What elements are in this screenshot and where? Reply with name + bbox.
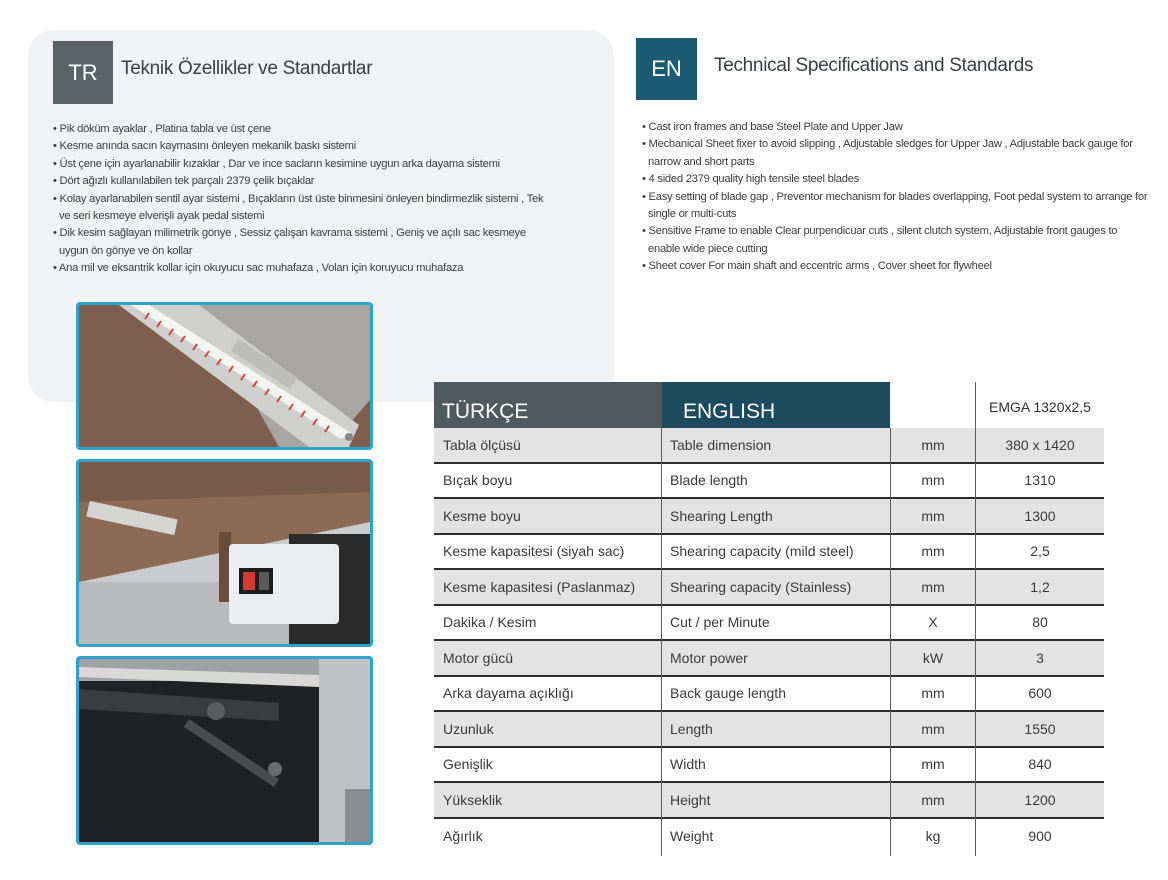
cell-english: Shearing Length (670, 507, 773, 524)
en-feature-item: • Sheet cover For main shaft and eccentric arms , Cover sheet for flywheel (642, 260, 992, 273)
table-header-english: ENGLISH (662, 382, 890, 428)
tr-feature-item: • Üst çene için ayarlanabilir kızaklar , Dar ve ince sacların kesimine uygun arka dayama sistemi (53, 157, 500, 170)
table-header-turkish: TÜRKÇE (434, 382, 662, 428)
en-feature-item: • Cast iron frames and base Steel Plate and Upper Jaw (642, 121, 903, 133)
cell-unit: mm (921, 543, 945, 560)
table-header-model: EMGA 1320x2,5 (989, 399, 1091, 415)
control-box-photo (76, 459, 373, 647)
en-feature-item: • Easy setting of blade gap , Preventor mechanism for blades overlapping, Foot pedal system to arrange for single or multi-cuts (642, 190, 1148, 221)
cell-turkish: Bıçak boyu (443, 472, 513, 489)
tr-section-title: Teknik Özellikler ve Standartlar (121, 58, 373, 79)
cell-unit: mm (921, 791, 945, 808)
cell-turkish: Yükseklik (443, 791, 503, 808)
cell-turkish: Ağırlık (443, 828, 483, 845)
column-divider (890, 428, 891, 856)
spec-table (434, 382, 1104, 856)
tr-feature-item: • Dik kesim sağlayan milimetrik gönye , Sessiz çalışan kavrama sistemi , Geniş ve açılı sac kesmeye uygun ön gönye ve ön kollar (53, 227, 526, 257)
cell-turkish: Kesme boyu (443, 507, 521, 524)
table-row (434, 783, 1104, 819)
cell-unit: mm (921, 720, 945, 737)
table-row (434, 819, 1104, 855)
cell-english: Back gauge length (670, 685, 786, 702)
cell-value: 900 (1028, 828, 1052, 845)
cell-turkish: Arka dayama açıklığı (443, 685, 574, 702)
tr-feature-item: • Ana mil ve eksantrik kollar için okuyucu sac muhafaza , Volan için koruyucu muhafaza (53, 262, 464, 275)
cell-value: 3 (1036, 649, 1044, 666)
cell-value: 1200 (1024, 791, 1056, 808)
tr-language-badge: TR (53, 41, 113, 104)
cell-english: Motor power (670, 649, 748, 666)
cell-english: Table dimension (670, 436, 772, 453)
cell-unit: mm (921, 436, 945, 453)
en-feature-list (642, 119, 1152, 276)
cell-english: Length (670, 720, 713, 737)
cell-value: 380 x 1420 (1005, 436, 1075, 453)
table-row (434, 535, 1104, 571)
cell-value: 840 (1028, 756, 1052, 773)
table-row (434, 464, 1104, 500)
en-feature-item: • 4 sided 2379 quality high tensile steel blades (642, 173, 860, 186)
cell-unit: mm (921, 507, 945, 524)
cell-turkish: Uzunluk (443, 720, 494, 737)
table-row (434, 641, 1104, 677)
cell-unit: X (928, 614, 938, 631)
en-language-badge: EN (636, 38, 697, 100)
cell-english: Blade length (670, 472, 748, 489)
cell-turkish: Dakika / Kesim (443, 614, 537, 631)
en-feature-item: • Sensitive Frame to enable Clear purpendicuar cuts , silent clutch system, Adjustable front gauges to enable wide piece cutting (642, 225, 1118, 255)
cell-value: 2,5 (1030, 543, 1050, 560)
cell-english: Weight (670, 828, 714, 845)
cell-value: 600 (1028, 685, 1052, 702)
tr-feature-item: • Dört ağızlı kullanılabilen tek parçalı 2379 çelik bıçaklar (53, 175, 315, 188)
cell-unit: mm (921, 756, 945, 773)
cell-value: 1,2 (1030, 578, 1050, 595)
cell-unit: kW (922, 649, 944, 666)
cell-unit: mm (921, 685, 945, 702)
cell-turkish: Kesme kapasitesi (Paslanmaz) (443, 578, 636, 595)
cell-value: 1550 (1024, 720, 1056, 737)
tr-feature-list (53, 121, 548, 278)
cell-english: Shearing capacity (mild steel) (670, 543, 854, 560)
cell-turkish: Motor gücü (443, 649, 514, 666)
cell-english: Shearing capacity (Stainless) (670, 578, 852, 595)
cell-value: 1310 (1024, 472, 1056, 489)
cell-unit: mm (921, 578, 945, 595)
table-row (434, 677, 1104, 713)
column-divider (661, 428, 662, 856)
tr-feature-item: • Kesme anında sacın kaymasını önleyen mekanik baskı sistemi (53, 140, 356, 153)
cell-english: Height (670, 791, 711, 808)
en-feature-item: • Mechanical Sheet fixer to avoid slipping , Adjustable sledges for Upper Jaw , Adjustable back gauge for narrow and short parts (642, 138, 1133, 168)
cell-value: 1300 (1024, 507, 1056, 524)
cell-unit: mm (921, 472, 945, 489)
en-section-title: Technical Specifications and Standards (714, 55, 1034, 76)
ruler-scale-photo (76, 302, 373, 450)
tr-feature-item: • Pik döküm ayaklar , Platina tabla ve üst çene (53, 123, 271, 135)
table-row (434, 570, 1104, 606)
cell-turkish: Genişlik (443, 756, 493, 773)
cell-english: Cut / per Minute (670, 614, 770, 631)
back-gauge-photo (76, 656, 373, 845)
cell-turkish: Tabla ölçüsü (443, 436, 521, 453)
table-row (434, 712, 1104, 748)
table-row (434, 428, 1104, 464)
table-row (434, 606, 1104, 642)
column-divider (975, 382, 976, 856)
tr-feature-item: • Kolay ayarlanabilen sentil ayar sistemi , Bıçakların üst üste binmesini önleyen bindirmezlik sistemi , Tek ve seri kesmeye elverişli ayak pedal sistemi (53, 192, 544, 223)
cell-english: Width (670, 756, 706, 773)
cell-turkish: Kesme kapasitesi (siyah sac) (443, 543, 625, 560)
table-row (434, 499, 1104, 535)
table-row (434, 748, 1104, 784)
cell-value: 80 (1032, 614, 1048, 631)
cell-unit: kg (925, 828, 941, 845)
